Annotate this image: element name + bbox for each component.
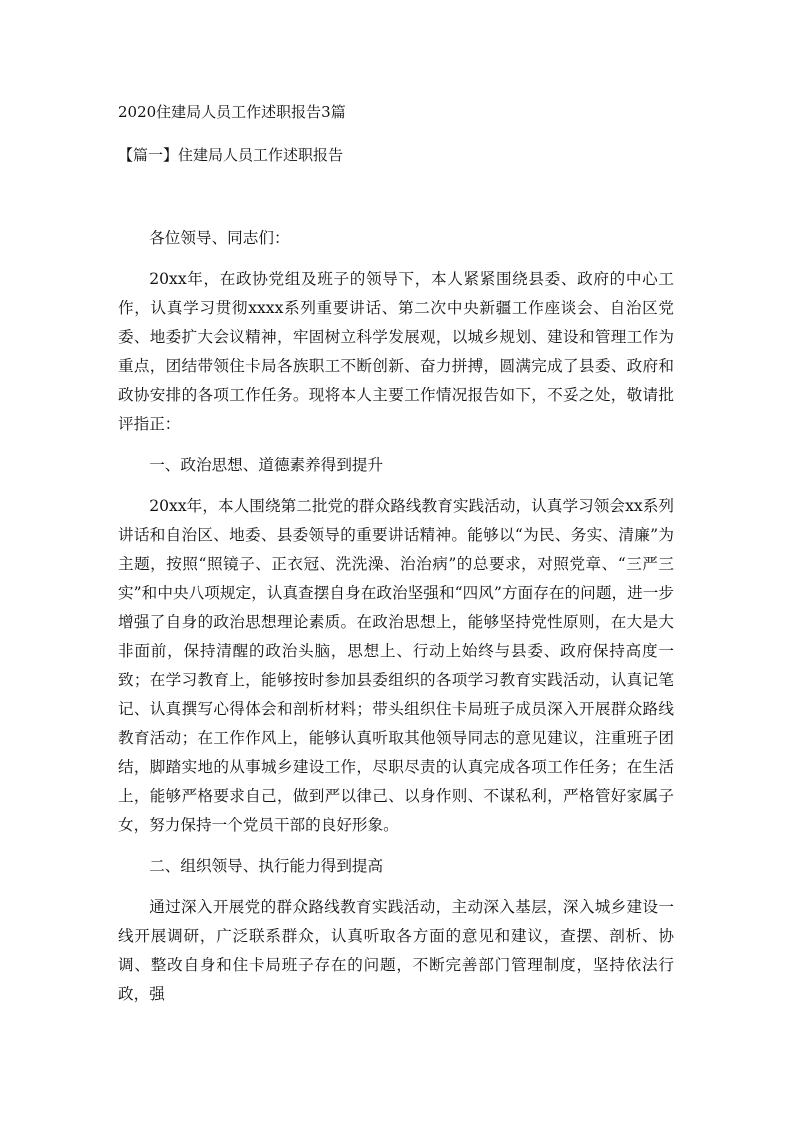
organization-paragraph: 通过深入开展党的群众路线教育实践活动，主动深入基层，深入城乡建设一线开展调研，广泛联系群众，认真听取各方面的意见和建议，查摆、剖析、协调、整改自身和住卡局班子存在的问题，不断完善部门管理制度，坚持依法行政，强 (118, 898, 674, 1003)
document-body (118, 224, 674, 1009)
document-title: 2020住建局人员工作述职报告3篇 (118, 103, 346, 121)
political-paragraph: 20xx年，本人围绕第二批党的群众路线教育实践活动，认真学习领会xx系列讲话和自治区、地委、县委领导的重要讲话精神。能够以“为民、务实、清廉”为主题，按照“照镜子、正衣冠、洗洗澡、治治病”的总要求，对照党章、“三严三实”和中央八项规定，认真查摆自身在政治坚强和“四风”方面存在的问题，进一步增强了自身的政治思想理论素质。在政治思想上，能够坚持党性原则，在大是大非面前，保持清醒的政治头脑，思想上、行动上始终与县委、政府保持高度一致；在学习教育上，能够按时参加县委组织的各项学习教育实践活动，认真记笔记、认真撰写心得体会和剖析材料；带头组织住卡局班子成员深入开展群众路线教育活动；在工作作风上，能够认真听取其他领导同志的意见建议，注重班子团结，脚踏实地的从事城乡建设工作，尽职尽责的认真完成各项工作任务；在生活上，能够严格要求自己，做到严以律己、以身作则、不谋私利，严格管好家属子女，努力保持一个党员干部的良好形象。 (118, 497, 674, 834)
salutation: 各位领导、同志们： (149, 229, 290, 247)
heading-organization: 二、组织领导、执行能力得到提高 (149, 857, 384, 875)
intro-paragraph: 20xx年，在政协党组及班子的领导下，本人紧紧围绕县委、政府的中心工作，认真学习贯彻xxxx系列重要讲话、第二次中央新疆工作座谈会、自治区党委、地委扩大会议精神，牢固树立科学发展观，以城乡规划、建设和管理工作为重点，团结带领住卡局各族职工不断创新、奋力拼搏，圆满完成了县委、政府和政协安排的各项工作任务。现将本人主要工作情况报告如下，不妥之处，敬请批评指正： (118, 270, 674, 433)
heading-political: 一、政治思想、道德素养得到提升 (149, 456, 384, 474)
section-title: 【篇一】住建局人员工作述职报告 (118, 146, 344, 164)
